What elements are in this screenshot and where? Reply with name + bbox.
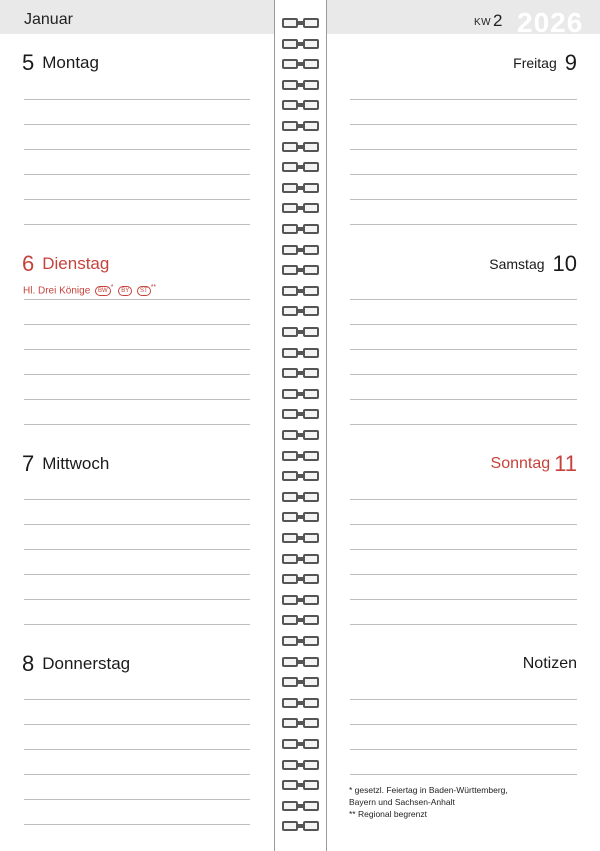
spiral-ring bbox=[282, 718, 319, 728]
day-name: Mittwoch bbox=[42, 454, 110, 473]
day-number: 7 bbox=[22, 451, 35, 476]
writing-line[interactable] bbox=[350, 199, 577, 200]
right-page bbox=[327, 0, 600, 851]
left-page bbox=[0, 0, 274, 851]
spiral-ring bbox=[282, 100, 319, 110]
writing-line[interactable] bbox=[350, 424, 577, 425]
state-badge-bw: BW bbox=[95, 286, 111, 296]
spiral-ring bbox=[282, 409, 319, 419]
notes-label: Notizen bbox=[522, 655, 577, 672]
spiral-ring bbox=[282, 327, 319, 337]
spiral-ring bbox=[282, 636, 319, 646]
writing-line[interactable] bbox=[350, 724, 577, 725]
spiral-ring bbox=[282, 698, 319, 708]
writing-line[interactable] bbox=[350, 324, 577, 325]
spiral-ring bbox=[282, 162, 319, 172]
year-label: 2026 bbox=[517, 7, 584, 38]
day-number: 9 bbox=[564, 50, 577, 75]
writing-line[interactable] bbox=[24, 574, 250, 575]
day-thursday bbox=[22, 651, 130, 677]
writing-line[interactable] bbox=[24, 549, 250, 550]
spiral-ring bbox=[282, 245, 319, 255]
spiral-ring bbox=[282, 554, 319, 564]
footnote-mark: ** bbox=[150, 284, 157, 291]
day-monday bbox=[22, 50, 99, 76]
left-page-header bbox=[0, 0, 274, 34]
spiral-ring bbox=[282, 512, 319, 522]
writing-line[interactable] bbox=[350, 774, 577, 775]
writing-line[interactable] bbox=[350, 499, 577, 500]
spiral-ring bbox=[282, 18, 319, 28]
writing-line[interactable] bbox=[350, 174, 577, 175]
spiral-ring bbox=[282, 265, 319, 275]
writing-line[interactable] bbox=[24, 149, 250, 150]
spiral-ring bbox=[282, 595, 319, 605]
writing-line[interactable] bbox=[24, 599, 250, 600]
spiral-ring bbox=[282, 59, 319, 69]
writing-line[interactable] bbox=[24, 349, 250, 350]
spiral-ring bbox=[282, 677, 319, 687]
footnote-line: * gesetzl. Feiertag in Baden-Württemberg, bbox=[349, 785, 508, 795]
holiday-note bbox=[23, 284, 156, 296]
spiral-ring bbox=[282, 780, 319, 790]
writing-line[interactable] bbox=[350, 374, 577, 375]
holiday-name: Hl. Drei Könige bbox=[23, 285, 91, 297]
writing-line[interactable] bbox=[350, 549, 577, 550]
day-saturday bbox=[489, 251, 577, 277]
day-tuesday bbox=[22, 251, 109, 277]
writing-line[interactable] bbox=[24, 399, 250, 400]
day-number: 11 bbox=[554, 451, 577, 476]
left-page-edge bbox=[274, 0, 275, 851]
writing-line[interactable] bbox=[24, 624, 250, 625]
spiral-ring bbox=[282, 348, 319, 358]
day-name: Freitag bbox=[513, 55, 557, 71]
spiral-ring bbox=[282, 306, 319, 316]
spiral-ring bbox=[282, 492, 319, 502]
writing-line[interactable] bbox=[24, 99, 250, 100]
spiral-ring bbox=[282, 657, 319, 667]
spiral-ring bbox=[282, 430, 319, 440]
writing-line[interactable] bbox=[24, 749, 250, 750]
writing-line[interactable] bbox=[350, 399, 577, 400]
writing-line[interactable] bbox=[24, 774, 250, 775]
spiral-ring bbox=[282, 286, 319, 296]
writing-line[interactable] bbox=[24, 299, 250, 300]
spiral-ring bbox=[282, 533, 319, 543]
writing-line[interactable] bbox=[350, 124, 577, 125]
day-number: 6 bbox=[22, 251, 35, 276]
writing-line[interactable] bbox=[350, 349, 577, 350]
spiral-ring bbox=[282, 760, 319, 770]
notes-heading bbox=[523, 655, 577, 673]
writing-line[interactable] bbox=[350, 299, 577, 300]
writing-line[interactable] bbox=[350, 99, 577, 100]
writing-line[interactable] bbox=[24, 824, 250, 825]
writing-line[interactable] bbox=[350, 599, 577, 600]
state-badge-st: ST bbox=[137, 286, 151, 296]
calendar-week-number: 2 bbox=[493, 11, 503, 30]
day-sunday bbox=[491, 451, 577, 477]
spiral-ring bbox=[282, 142, 319, 152]
writing-line[interactable] bbox=[350, 574, 577, 575]
day-number: 5 bbox=[22, 50, 35, 75]
right-page-header bbox=[327, 0, 600, 38]
day-wednesday bbox=[22, 451, 109, 477]
spiral-ring bbox=[282, 39, 319, 49]
writing-line[interactable] bbox=[350, 524, 577, 525]
writing-line[interactable] bbox=[350, 624, 577, 625]
writing-line[interactable] bbox=[24, 224, 250, 225]
day-friday bbox=[513, 50, 577, 76]
writing-line[interactable] bbox=[24, 374, 250, 375]
day-name: Dienstag bbox=[42, 254, 110, 273]
spiral-binding bbox=[274, 0, 327, 851]
writing-line[interactable] bbox=[350, 749, 577, 750]
writing-line[interactable] bbox=[24, 699, 250, 700]
month-label: Januar bbox=[24, 11, 73, 28]
writing-line[interactable] bbox=[24, 724, 250, 725]
spiral-ring bbox=[282, 203, 319, 213]
writing-line[interactable] bbox=[24, 799, 250, 800]
day-name: Donnerstag bbox=[42, 654, 131, 673]
writing-line[interactable] bbox=[350, 224, 577, 225]
spiral-ring bbox=[282, 739, 319, 749]
spiral-ring bbox=[282, 368, 319, 378]
day-number: 8 bbox=[22, 651, 35, 676]
spiral-ring bbox=[282, 451, 319, 461]
writing-line[interactable] bbox=[24, 124, 250, 125]
calendar-week-label: KW bbox=[474, 17, 492, 28]
writing-line[interactable] bbox=[24, 524, 250, 525]
spiral-ring bbox=[282, 801, 319, 811]
writing-line[interactable] bbox=[24, 174, 250, 175]
footnote-line: ** Regional begrenzt bbox=[349, 809, 427, 819]
writing-line[interactable] bbox=[24, 199, 250, 200]
writing-line[interactable] bbox=[24, 424, 250, 425]
day-name: Montag bbox=[42, 53, 99, 72]
spiral-ring bbox=[282, 574, 319, 584]
spiral-ring bbox=[282, 615, 319, 625]
spiral-ring bbox=[282, 471, 319, 481]
state-badge-by: BY bbox=[118, 286, 132, 296]
spiral-ring bbox=[282, 183, 319, 193]
spiral-ring bbox=[282, 389, 319, 399]
spiral-ring bbox=[282, 80, 319, 90]
writing-line[interactable] bbox=[350, 149, 577, 150]
day-number: 10 bbox=[552, 251, 577, 276]
spiral-ring bbox=[282, 821, 319, 831]
writing-line[interactable] bbox=[350, 699, 577, 700]
day-name: Samstag bbox=[489, 256, 545, 272]
footnote-line: Bayern und Sachsen-Anhalt bbox=[349, 797, 455, 807]
footnote-mark: * bbox=[110, 284, 114, 291]
footnotes bbox=[349, 784, 508, 820]
day-name: Sonntag bbox=[490, 455, 551, 472]
spiral-ring bbox=[282, 121, 319, 131]
writing-line[interactable] bbox=[24, 499, 250, 500]
spiral-ring bbox=[282, 224, 319, 234]
writing-line[interactable] bbox=[24, 324, 250, 325]
